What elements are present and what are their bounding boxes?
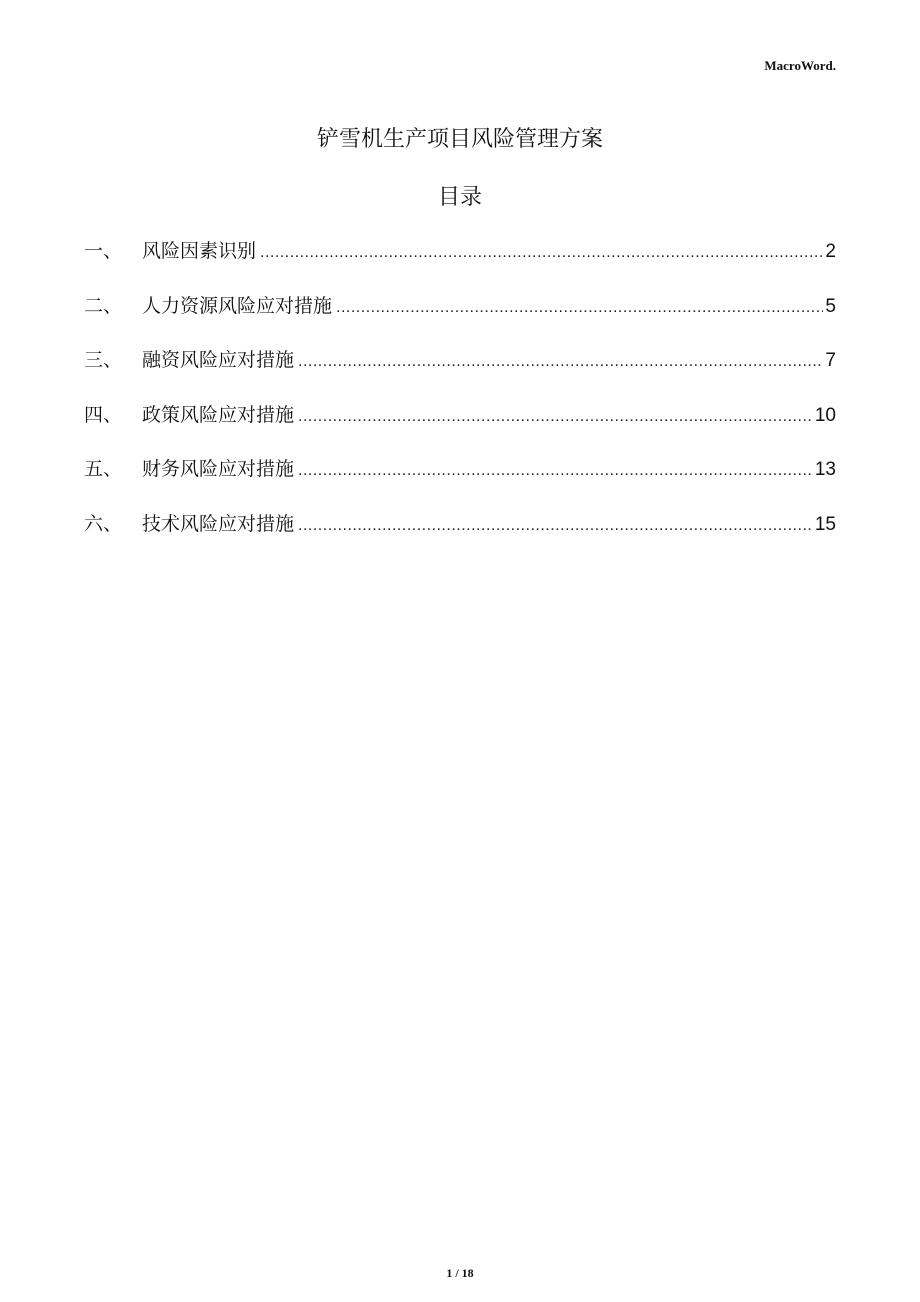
toc-dot-leader (260, 244, 823, 262)
document-title: 铲雪机生产项目风险管理方案 (316, 127, 603, 152)
toc-entry-number: 一、 (84, 240, 123, 262)
toc-entry-page: 7 (825, 350, 836, 372)
toc-entry-policy-risk[interactable] (84, 400, 836, 455)
toc-entry-number: 三、 (84, 349, 123, 372)
toc-dot-leader (298, 408, 813, 426)
toc-entry-page: 5 (825, 295, 836, 317)
header-brand: MacroWord. (764, 58, 836, 73)
toc-entry-number: 四、 (84, 403, 123, 426)
toc-entry-label: 技术风险应对措施 (142, 512, 295, 535)
toc-entry-number: 五、 (84, 458, 123, 481)
toc-entry-page: 10 (814, 404, 836, 426)
toc-entry-label: 风险因素识别 (142, 240, 257, 262)
toc-heading: 目录 (437, 185, 482, 210)
toc-dot-leader (298, 353, 823, 371)
toc-dot-leader (336, 299, 823, 317)
toc-entry-number: 六、 (84, 512, 123, 535)
toc-entry-risk-identification[interactable] (84, 236, 836, 291)
table-of-contents (84, 236, 836, 564)
toc-entry-page: 13 (814, 459, 836, 481)
toc-entry-label: 融资风险应对措施 (142, 349, 295, 372)
toc-entry-financing-risk[interactable] (84, 345, 836, 400)
toc-entry-label: 财务风险应对措施 (142, 458, 295, 481)
toc-entry-number: 二、 (84, 294, 123, 317)
toc-entry-technical-risk[interactable] (84, 509, 836, 564)
toc-entry-label: 人力资源风险应对措施 (142, 294, 333, 317)
toc-entry-hr-risk[interactable] (84, 291, 836, 346)
toc-entry-page: 15 (814, 513, 836, 535)
toc-entry-financial-risk[interactable] (84, 454, 836, 509)
toc-dot-leader (298, 517, 813, 535)
toc-entry-label: 政策风险应对措施 (142, 403, 295, 426)
toc-entry-page: 2 (825, 241, 836, 262)
toc-dot-leader (298, 462, 813, 480)
page-number: 1 / 18 (446, 1266, 474, 1280)
